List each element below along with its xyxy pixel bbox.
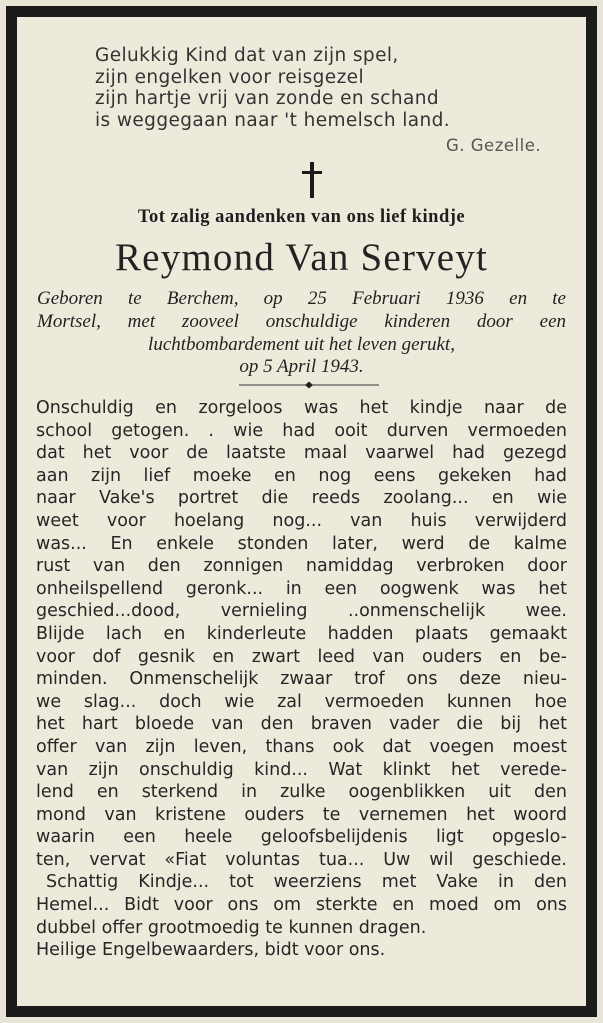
poem-author: G. Gezelle. — [446, 136, 542, 155]
text-line: Blijde lach en kinderleute hadden plaats gemaakt — [36, 623, 567, 644]
poem-line: Gelukkig Kind dat van zijn spel, — [95, 45, 399, 66]
card-content — [17, 17, 586, 1006]
text-line: voor dof gesnik en zwart leed van ouders en be- — [36, 646, 567, 667]
deceased-name: Reymond Van Serveyt — [114, 236, 489, 279]
memorial-text — [36, 397, 567, 962]
text-line: offer van zijn leven, thans ook dat voegen moest — [36, 736, 567, 757]
bio-line: luchtbombardement uit het leven gerukt, — [148, 333, 455, 355]
text-line: van zijn onschuldig kind... Wat klinkt het verede- — [36, 759, 567, 780]
memorial-heading: Tot zalig aandenken van ons lief kindje — [137, 207, 466, 227]
cross-icon — [297, 161, 327, 199]
text-line: minden. Onmenschelijk zwaar trof ons deze nieu- — [36, 669, 567, 690]
text-line: dubbel offer grootmoedig te kunnen dragen. — [36, 917, 427, 938]
memorial-card — [6, 6, 597, 1017]
text-line: was... En enkele stonden later, werd de kalme — [36, 533, 567, 554]
poem-line: zijn engelken voor reisgezel — [95, 66, 364, 88]
text-line: naar Vake's portret die reeds zoolang... en wie — [36, 488, 567, 509]
text-line: onheilspellend geronk... in een oogwenk was het — [36, 578, 567, 599]
ornamental-divider — [239, 380, 379, 390]
text-line: geschied...dood, vernieling ..onmenschelijk wee. — [36, 601, 567, 622]
text-line: Schattig Kindje... tot weerziens met Vake in den — [46, 872, 567, 893]
text-line: weet voor hoelang nog... van huis verwijderd — [36, 510, 567, 531]
text-line: school getogen. . wie had ooit durven vermoeden — [36, 420, 567, 441]
text-line: waarin een heele geloofsbelijdenis ligt opgeslo- — [36, 827, 567, 848]
text-line: ten, vervat «Fiat voluntas tua... Uw wil geschiede. — [36, 849, 567, 870]
text-line: Onschuldig en zorgeloos was het kindje naar de — [36, 398, 567, 418]
birth-death-details — [37, 288, 566, 379]
text-line: het hart bloede van den braven vader die bij het — [36, 714, 567, 735]
poem-line: zijn hartje vrij van zonde en schand — [95, 88, 440, 109]
text-line: aan zijn lief moeke en nog eens gekeken had — [36, 465, 567, 486]
text-line: we slag... doch wie zal vermoeden kunnen hoe — [36, 691, 567, 712]
text-line: Heilige Engelbewaarders, bidt voor ons. — [36, 940, 386, 961]
text-line: mond van kristene ouders te vernemen het woord — [36, 804, 567, 825]
text-line: Hemel... Bidt voor ons om sterkte en moed om ons — [36, 895, 567, 916]
text-line: lend en sterkend in zulke oogenblikken uit den — [36, 782, 567, 803]
poem-line: is weggegaan naar 't hemelsch land. — [95, 109, 451, 131]
poem — [95, 45, 555, 131]
text-line: rust van den zonnigen namiddag verbroken door — [36, 556, 567, 577]
bio-line: Mortsel, met zooveel onschuldige kinderen door een — [37, 310, 566, 332]
text-line: dat het voor de laatste maal vaarwel had gezegd — [36, 443, 567, 464]
bio-line: op 5 April 1943. — [239, 356, 364, 378]
bio-line: Geboren te Berchem, op 25 Februari 1936 en te — [37, 288, 566, 309]
